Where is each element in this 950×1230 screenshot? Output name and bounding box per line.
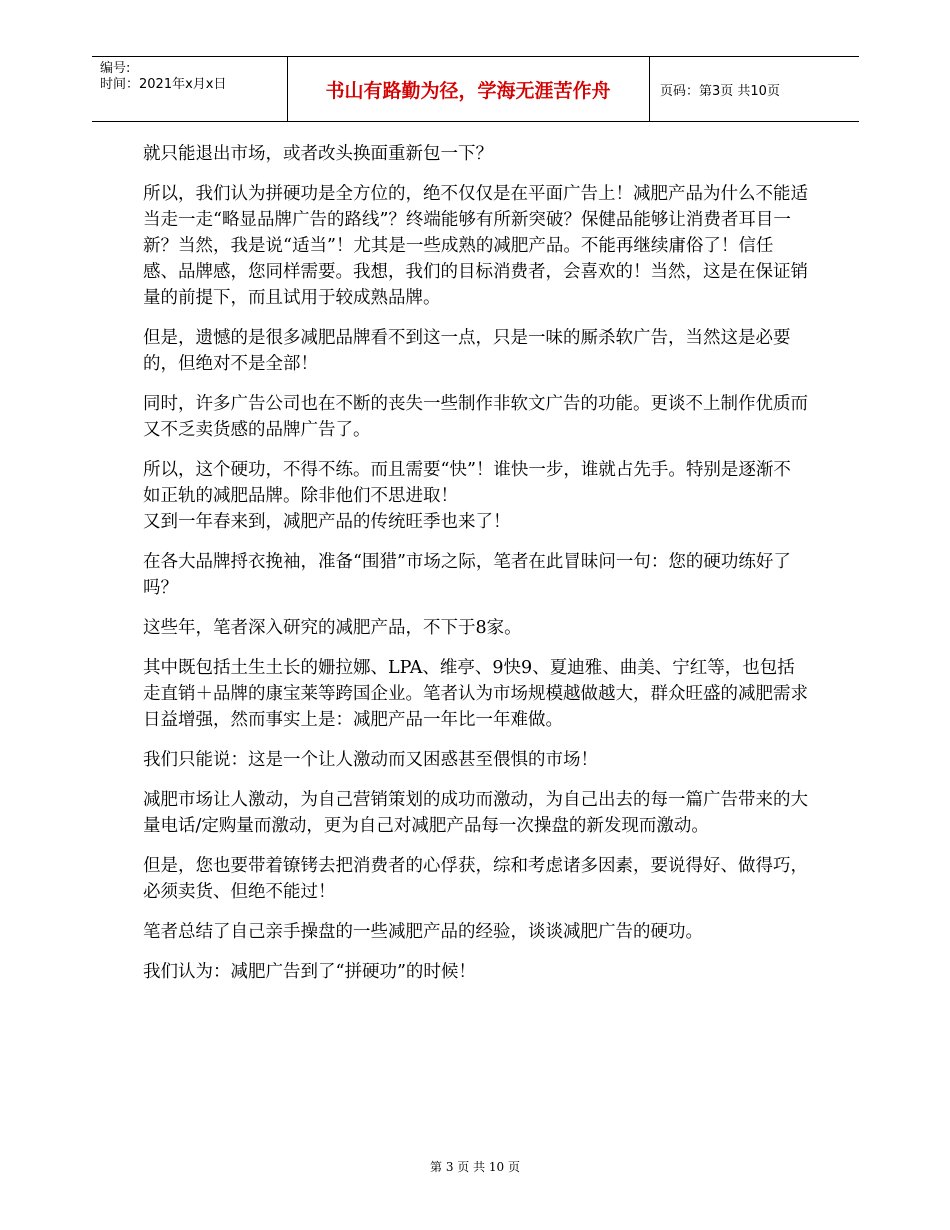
header-page-info: 页码：第3页 共10页 [660, 83, 780, 99]
document-number-label: 编号: [100, 61, 131, 76]
paragraph: 但是，遗憾的是很多减肥品牌看不到这一点，只是一味的厮杀软广告，当然这是必要的，但绝对不是全部！ [143, 328, 791, 374]
paragraph: 我们只能说：这是一个让人激动而又困惑甚至偎惧的市场！ [143, 750, 598, 770]
paragraph: 在各大品牌捋衣挽袖，准备“围猎”市场之际，笔者在此冒昧问一句：您的硬功练好了吗？ [143, 552, 791, 598]
paragraph: 同时，许多广告公司也在不断的丧失一些制作非软文广告的功能。更谈不上制作优质而又不乏卖货感的品牌广告了。 [143, 394, 808, 440]
paragraph: 其中既包括土生土长的姗拉娜、LPA、维亭、9快9、夏迪雅、曲美、宁红等，也包括走直销＋品牌的康宝莱等跨国企业。笔者认为市场规模越做越大，群众旺盛的减肥需求日益增强，然而事实上是：减肥产品一年比一年难做。 [143, 658, 808, 730]
header-divider-right [649, 57, 650, 121]
paragraph: 我们认为：减肥广告到了“拼硬功”的时候！ [143, 962, 476, 982]
document-body [143, 141, 808, 999]
paragraph: 所以，这个硬功，不得不练。而且需要“快”！谁快一步，谁就占先手。特别是逐渐不如正轨的减肥品牌。除非他们不思进取！ 又到一年春来到，减肥产品的传统旺季也来了！ [143, 460, 791, 532]
header-motto: 书山有路勤为径，学海无涯苦作舟 [325, 79, 611, 102]
paragraph: 笔者总结了自己亲手操盘的一些减肥产品的经验，谈谈减肥广告的硬功。 [143, 922, 703, 942]
paragraph: 就只能退出市场，或者改头换面重新包一下？ [143, 144, 493, 164]
page-footer: 第 3 页 共 10 页 [430, 1160, 520, 1174]
header-meta [100, 61, 226, 93]
paragraph: 但是，您也要带着镣铐去把消费者的心俘获，综和考虑诸多因素，要说得好、做得巧，必须卖货、但绝不能过！ [143, 856, 808, 902]
paragraph: 这些年，笔者深入研究的减肥产品，不下于8家。 [143, 618, 522, 638]
page-header [92, 56, 859, 122]
document-time-label: 时间：2021年x月x日 [100, 77, 227, 92]
paragraph: 所以，我们认为拼硬功是全方位的，绝不仅仅是在平面广告上！减肥产品为什么不能适当走一走“略显品牌广告的路线”？终端能够有所新突破？保健品能够让消费者耳目一新？当然，我是说“适当”！尤其是一些成熟的减肥产品。不能再继续庸俗了！信任感、品牌感，您同样需要。我想，我们的目标消费者，会喜欢的！当然，这是在保证销量的前提下，而且试用于较成熟品牌。 [143, 184, 808, 308]
paragraph: 减肥市场让人激动，为自己营销策划的成功而激动，为自己出去的每一篇广告带来的大量电话/定购量而激动，更为自己对减肥产品每一次操盘的新发现而激动。 [143, 790, 808, 836]
